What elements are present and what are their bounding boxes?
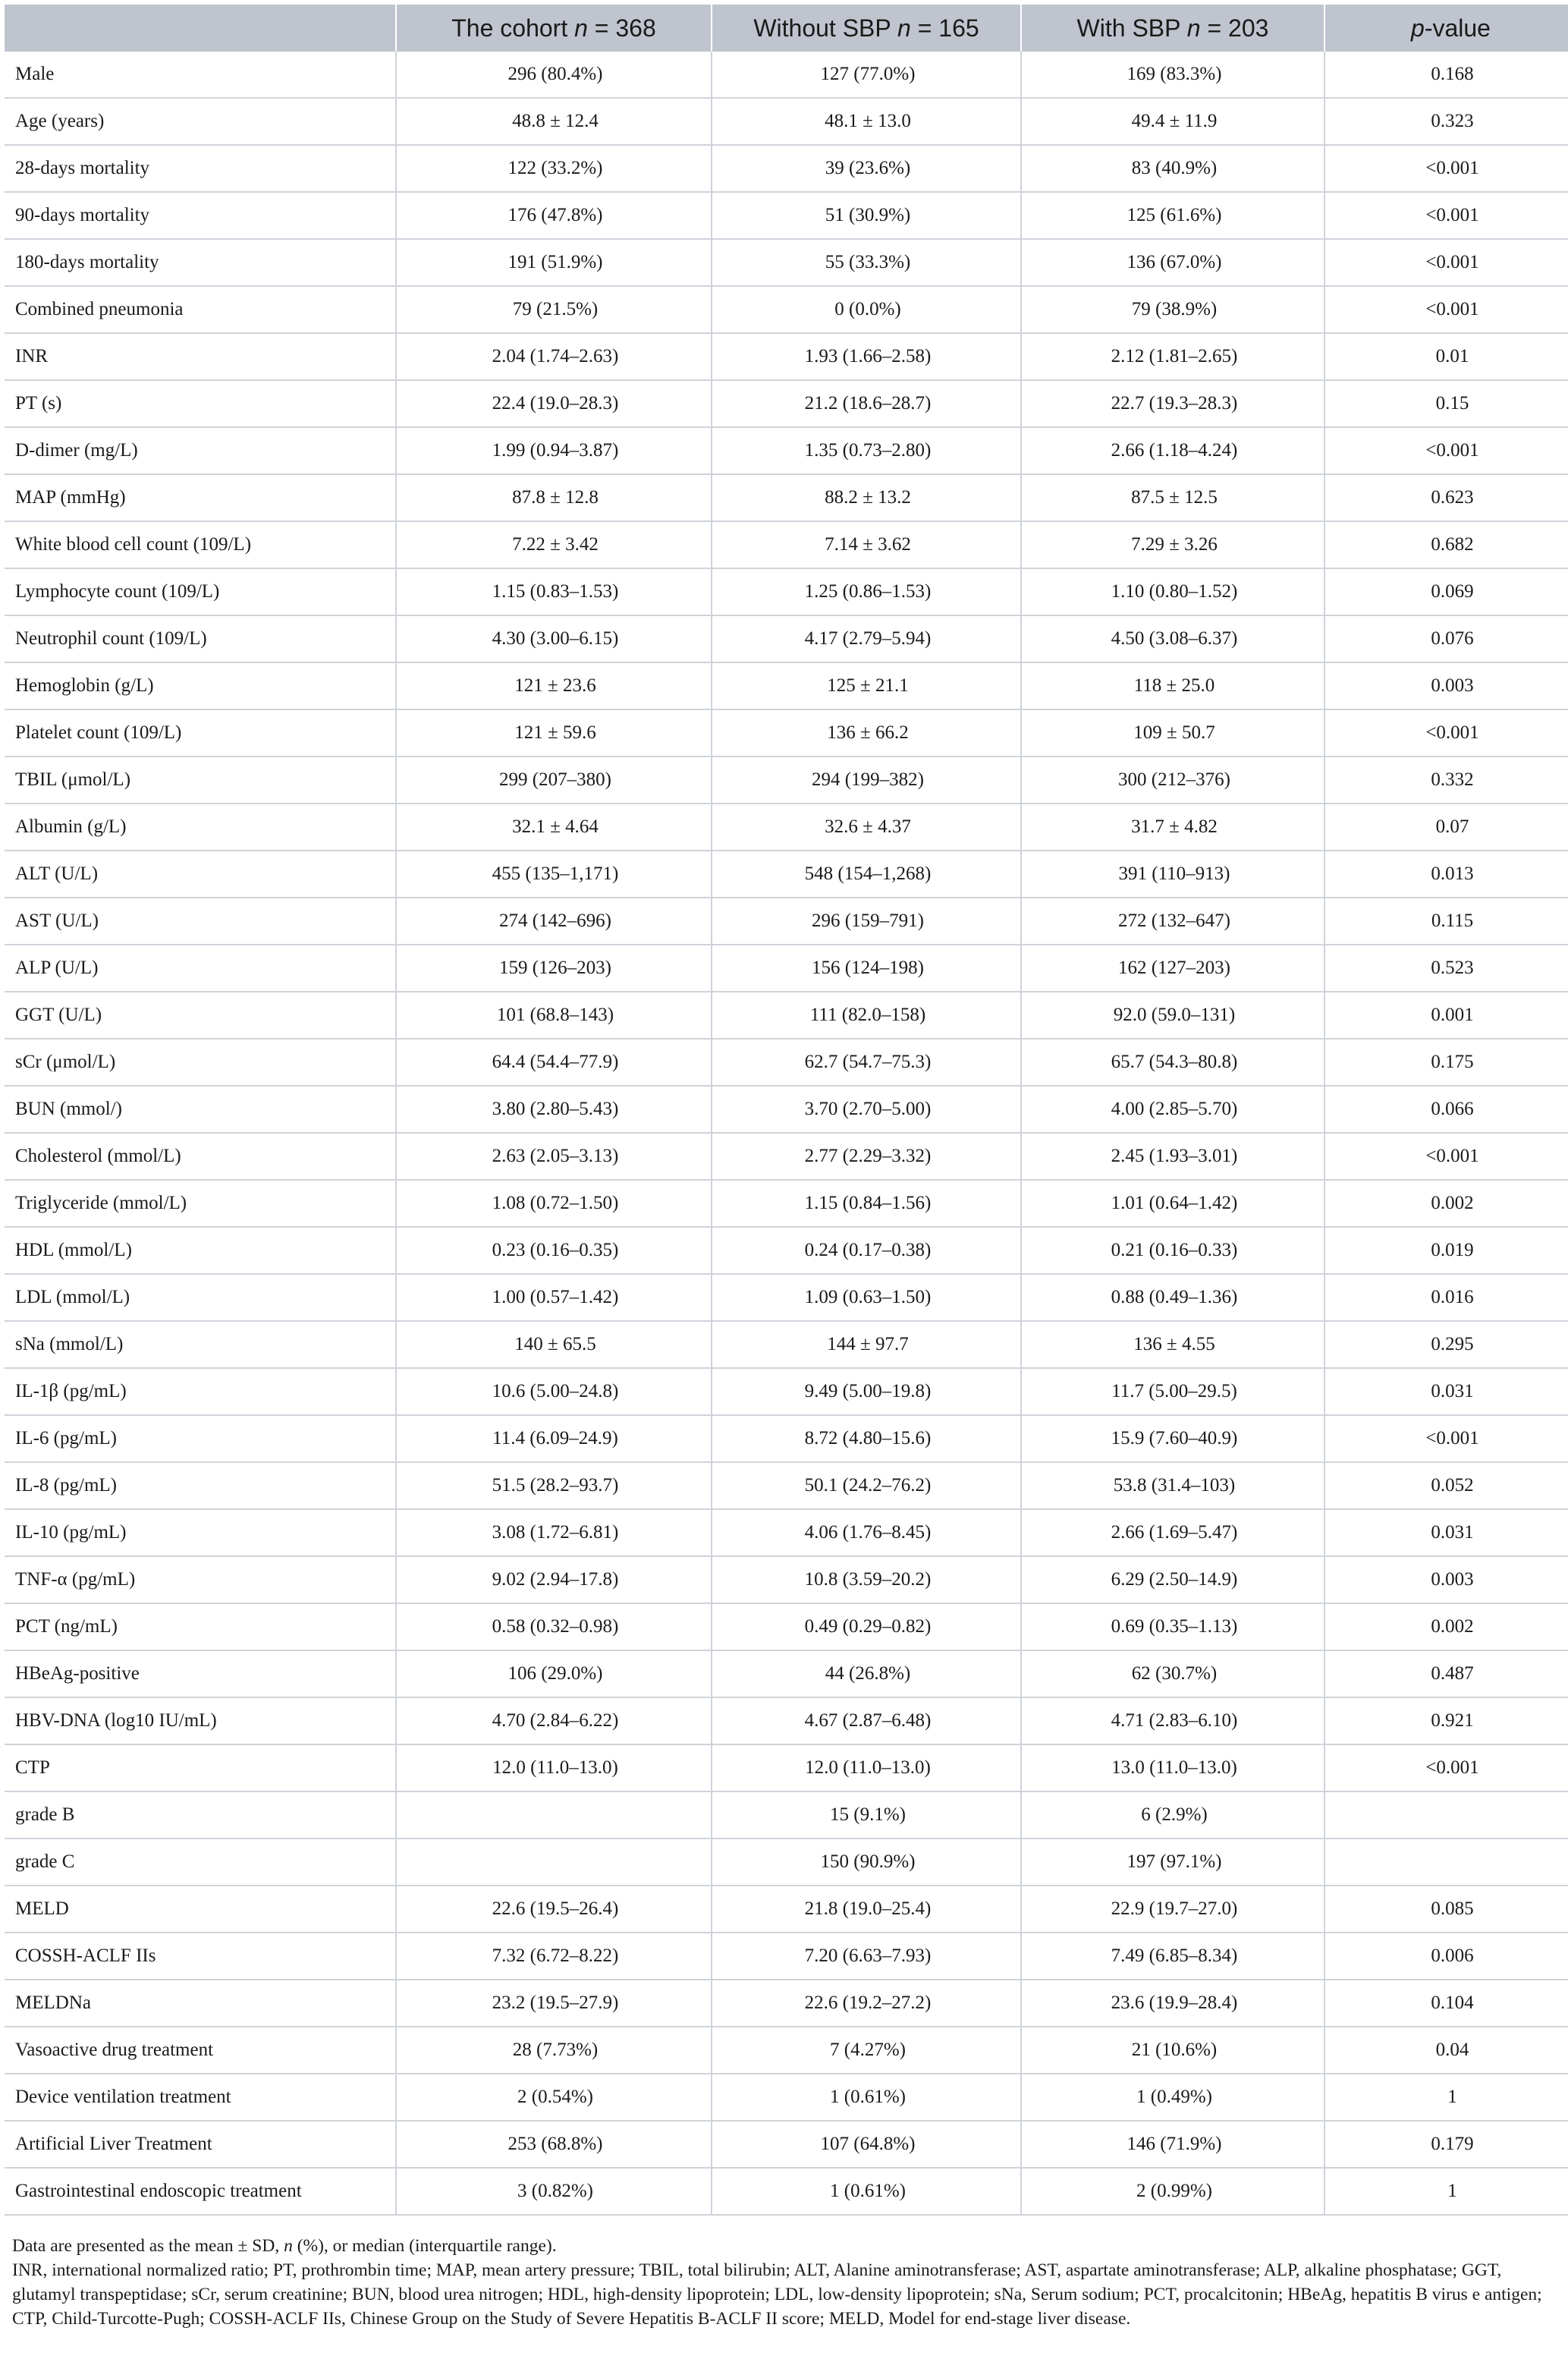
cell-without-sbp: 7.20 (6.63–7.93) bbox=[712, 1933, 1021, 1980]
cell-without-sbp: 548 (154–1,268) bbox=[712, 851, 1021, 898]
cell-cohort: 106 (29.0%) bbox=[396, 1650, 712, 1697]
cell-cohort: 140 ± 65.5 bbox=[396, 1321, 712, 1368]
table-row bbox=[5, 804, 1568, 851]
cell-with-sbp: 0.21 (0.16–0.33) bbox=[1021, 1227, 1324, 1274]
header-with-sbp: With SBP n = 203 bbox=[1021, 5, 1324, 52]
cell-cohort: 176 (47.8%) bbox=[396, 192, 712, 239]
table-body bbox=[5, 52, 1568, 2215]
table-row bbox=[5, 427, 1568, 474]
cell-with-sbp: 53.8 (31.4–103) bbox=[1021, 1462, 1324, 1509]
cell-p-value: 0.04 bbox=[1324, 2027, 1568, 2074]
cell-cohort: 23.2 (19.5–27.9) bbox=[396, 1980, 712, 2027]
cell-cohort: 122 (33.2%) bbox=[396, 145, 712, 192]
table-row bbox=[5, 52, 1568, 98]
cell-with-sbp: 49.4 ± 11.9 bbox=[1021, 98, 1324, 145]
cell-p-value: <0.001 bbox=[1324, 286, 1568, 333]
cell-with-sbp: 11.7 (5.00–29.5) bbox=[1021, 1368, 1324, 1415]
cell-cohort: 3 (0.82%) bbox=[396, 2168, 712, 2215]
cell-without-sbp: 294 (199–382) bbox=[712, 756, 1021, 804]
cell-with-sbp: 83 (40.9%) bbox=[1021, 145, 1324, 192]
row-label: Cholesterol (mmol/L) bbox=[5, 1133, 396, 1180]
cell-cohort: 7.32 (6.72–8.22) bbox=[396, 1933, 712, 1980]
row-label: PT (s) bbox=[5, 380, 396, 427]
cell-without-sbp: 32.6 ± 4.37 bbox=[712, 804, 1021, 851]
table-row bbox=[5, 1415, 1568, 1462]
cell-without-sbp: 296 (159–791) bbox=[712, 898, 1021, 945]
cell-p-value: 0.175 bbox=[1324, 1039, 1568, 1086]
cell-with-sbp: 2 (0.99%) bbox=[1021, 2168, 1324, 2215]
cell-p-value: 0.682 bbox=[1324, 521, 1568, 568]
cell-without-sbp: 62.7 (54.7–75.3) bbox=[712, 1039, 1021, 1086]
cell-cohort: 2 (0.54%) bbox=[396, 2074, 712, 2121]
cell-p-value: 0.001 bbox=[1324, 992, 1568, 1039]
row-label: Lymphocyte count (109/L) bbox=[5, 568, 396, 615]
cell-without-sbp: 107 (64.8%) bbox=[712, 2121, 1021, 2168]
row-label: BUN (mmol/) bbox=[5, 1086, 396, 1133]
cell-p-value: <0.001 bbox=[1324, 145, 1568, 192]
cell-p-value: 0.003 bbox=[1324, 1556, 1568, 1603]
header-without-sbp: Without SBP n = 165 bbox=[712, 5, 1021, 52]
cell-p-value: 0.031 bbox=[1324, 1368, 1568, 1415]
cell-p-value: 0.085 bbox=[1324, 1886, 1568, 1933]
cell-with-sbp: 4.00 (2.85–5.70) bbox=[1021, 1086, 1324, 1133]
cell-cohort: 296 (80.4%) bbox=[396, 52, 712, 98]
cell-without-sbp: 3.70 (2.70–5.00) bbox=[712, 1086, 1021, 1133]
cell-cohort: 51.5 (28.2–93.7) bbox=[396, 1462, 712, 1509]
cell-cohort: 28 (7.73%) bbox=[396, 2027, 712, 2074]
cell-cohort: 0.23 (0.16–0.35) bbox=[396, 1227, 712, 1274]
row-label: 180-days mortality bbox=[5, 239, 396, 286]
table-row bbox=[5, 568, 1568, 615]
cell-cohort: 9.02 (2.94–17.8) bbox=[396, 1556, 712, 1603]
cell-cohort: 32.1 ± 4.64 bbox=[396, 804, 712, 851]
cell-with-sbp: 2.66 (1.69–5.47) bbox=[1021, 1509, 1324, 1556]
cell-p-value: 0.019 bbox=[1324, 1227, 1568, 1274]
cell-cohort: 7.22 ± 3.42 bbox=[396, 521, 712, 568]
table-row bbox=[5, 1744, 1568, 1791]
cell-without-sbp: 1.15 (0.84–1.56) bbox=[712, 1180, 1021, 1227]
cell-with-sbp: 146 (71.9%) bbox=[1021, 2121, 1324, 2168]
cell-with-sbp: 87.5 ± 12.5 bbox=[1021, 474, 1324, 521]
row-label: Male bbox=[5, 52, 396, 98]
row-label: grade B bbox=[5, 1791, 396, 1838]
cell-with-sbp: 79 (38.9%) bbox=[1021, 286, 1324, 333]
cell-cohort: 3.08 (1.72–6.81) bbox=[396, 1509, 712, 1556]
cell-p-value: 0.104 bbox=[1324, 1980, 1568, 2027]
header-row bbox=[5, 5, 1568, 52]
table-row bbox=[5, 1980, 1568, 2027]
header-p-value: p-value bbox=[1324, 5, 1568, 52]
cell-cohort: 1.08 (0.72–1.50) bbox=[396, 1180, 712, 1227]
cell-cohort: 274 (142–696) bbox=[396, 898, 712, 945]
cell-with-sbp: 92.0 (59.0–131) bbox=[1021, 992, 1324, 1039]
table-row bbox=[5, 1180, 1568, 1227]
row-label: ALT (U/L) bbox=[5, 851, 396, 898]
row-label: IL-8 (pg/mL) bbox=[5, 1462, 396, 1509]
table-row bbox=[5, 662, 1568, 709]
cell-cohort: 11.4 (6.09–24.9) bbox=[396, 1415, 712, 1462]
cell-cohort: 3.80 (2.80–5.43) bbox=[396, 1086, 712, 1133]
table-row bbox=[5, 192, 1568, 239]
cell-cohort: 10.6 (5.00–24.8) bbox=[396, 1368, 712, 1415]
cell-cohort: 299 (207–380) bbox=[396, 756, 712, 804]
cell-p-value: 1 bbox=[1324, 2168, 1568, 2215]
table-row bbox=[5, 898, 1568, 945]
row-label: sCr (μmol/L) bbox=[5, 1039, 396, 1086]
table-row bbox=[5, 1462, 1568, 1509]
row-label: Neutrophil count (109/L) bbox=[5, 615, 396, 662]
cell-p-value: 0.002 bbox=[1324, 1603, 1568, 1650]
table-row bbox=[5, 1321, 1568, 1368]
cell-cohort: 22.4 (19.0–28.3) bbox=[396, 380, 712, 427]
row-label: Combined pneumonia bbox=[5, 286, 396, 333]
row-label: MELD bbox=[5, 1886, 396, 1933]
cell-without-sbp: 4.67 (2.87–6.48) bbox=[712, 1697, 1021, 1744]
cell-p-value bbox=[1324, 1838, 1568, 1886]
row-label: IL-10 (pg/mL) bbox=[5, 1509, 396, 1556]
cell-cohort: 1.00 (0.57–1.42) bbox=[396, 1274, 712, 1321]
table-row bbox=[5, 2168, 1568, 2215]
cell-with-sbp: 31.7 ± 4.82 bbox=[1021, 804, 1324, 851]
cell-with-sbp: 22.9 (19.7–27.0) bbox=[1021, 1886, 1324, 1933]
table-row bbox=[5, 1886, 1568, 1933]
row-label: TBIL (μmol/L) bbox=[5, 756, 396, 804]
cell-with-sbp: 2.66 (1.18–4.24) bbox=[1021, 427, 1324, 474]
row-label: IL-6 (pg/mL) bbox=[5, 1415, 396, 1462]
cell-cohort: 4.70 (2.84–6.22) bbox=[396, 1697, 712, 1744]
table-row bbox=[5, 992, 1568, 1039]
table-row bbox=[5, 1650, 1568, 1697]
cell-without-sbp: 150 (90.9%) bbox=[712, 1838, 1021, 1886]
cell-p-value: 1 bbox=[1324, 2074, 1568, 2121]
cell-with-sbp: 136 ± 4.55 bbox=[1021, 1321, 1324, 1368]
row-label: INR bbox=[5, 333, 396, 380]
cell-p-value: 0.623 bbox=[1324, 474, 1568, 521]
cell-cohort: 455 (135–1,171) bbox=[396, 851, 712, 898]
cell-without-sbp: 2.77 (2.29–3.32) bbox=[712, 1133, 1021, 1180]
row-label: grade C bbox=[5, 1838, 396, 1886]
cell-p-value: 0.115 bbox=[1324, 898, 1568, 945]
cell-with-sbp: 4.50 (3.08–6.37) bbox=[1021, 615, 1324, 662]
table-row bbox=[5, 709, 1568, 756]
table-row bbox=[5, 851, 1568, 898]
table-row bbox=[5, 521, 1568, 568]
row-label: COSSH-ACLF IIs bbox=[5, 1933, 396, 1980]
header-variable bbox=[5, 5, 396, 52]
cell-p-value: 0.006 bbox=[1324, 1933, 1568, 1980]
cell-p-value: <0.001 bbox=[1324, 1415, 1568, 1462]
cell-with-sbp: 0.88 (0.49–1.36) bbox=[1021, 1274, 1324, 1321]
cell-with-sbp: 197 (97.1%) bbox=[1021, 1838, 1324, 1886]
table-row bbox=[5, 1556, 1568, 1603]
cell-with-sbp: 4.71 (2.83–6.10) bbox=[1021, 1697, 1324, 1744]
cell-with-sbp: 1.01 (0.64–1.42) bbox=[1021, 1180, 1324, 1227]
cell-p-value: 0.07 bbox=[1324, 804, 1568, 851]
cell-without-sbp: 48.1 ± 13.0 bbox=[712, 98, 1021, 145]
cell-with-sbp: 136 (67.0%) bbox=[1021, 239, 1324, 286]
cell-without-sbp: 1.25 (0.86–1.53) bbox=[712, 568, 1021, 615]
cell-p-value: 0.921 bbox=[1324, 1697, 1568, 1744]
cell-with-sbp: 109 ± 50.7 bbox=[1021, 709, 1324, 756]
table-row bbox=[5, 333, 1568, 380]
cell-cohort: 2.63 (2.05–3.13) bbox=[396, 1133, 712, 1180]
row-label: Device ventilation treatment bbox=[5, 2074, 396, 2121]
cell-with-sbp: 125 (61.6%) bbox=[1021, 192, 1324, 239]
table-row bbox=[5, 1791, 1568, 1838]
cell-without-sbp: 156 (124–198) bbox=[712, 945, 1021, 992]
cell-p-value: 0.168 bbox=[1324, 52, 1568, 98]
cell-without-sbp: 15 (9.1%) bbox=[712, 1791, 1021, 1838]
row-label: Artificial Liver Treatment bbox=[5, 2121, 396, 2168]
cell-with-sbp: 169 (83.3%) bbox=[1021, 52, 1324, 98]
cell-with-sbp: 65.7 (54.3–80.8) bbox=[1021, 1039, 1324, 1086]
table-row bbox=[5, 239, 1568, 286]
cell-p-value: 0.013 bbox=[1324, 851, 1568, 898]
cell-with-sbp: 62 (30.7%) bbox=[1021, 1650, 1324, 1697]
row-label: GGT (U/L) bbox=[5, 992, 396, 1039]
cell-with-sbp: 15.9 (7.60–40.9) bbox=[1021, 1415, 1324, 1462]
cell-p-value: <0.001 bbox=[1324, 239, 1568, 286]
cell-p-value: 0.332 bbox=[1324, 756, 1568, 804]
cell-without-sbp: 1 (0.61%) bbox=[712, 2168, 1021, 2215]
cell-cohort: 253 (68.8%) bbox=[396, 2121, 712, 2168]
table-row bbox=[5, 145, 1568, 192]
table-row bbox=[5, 945, 1568, 992]
cell-cohort: 64.4 (54.4–77.9) bbox=[396, 1039, 712, 1086]
cell-without-sbp: 7.14 ± 3.62 bbox=[712, 521, 1021, 568]
cell-with-sbp: 272 (132–647) bbox=[1021, 898, 1324, 945]
cell-without-sbp: 55 (33.3%) bbox=[712, 239, 1021, 286]
cell-without-sbp: 111 (82.0–158) bbox=[712, 992, 1021, 1039]
header-cohort: The cohort n = 368 bbox=[396, 5, 712, 52]
table-row bbox=[5, 474, 1568, 521]
row-label: LDL (mmol/L) bbox=[5, 1274, 396, 1321]
row-label: Albumin (g/L) bbox=[5, 804, 396, 851]
table-row bbox=[5, 1133, 1568, 1180]
cell-without-sbp: 21.2 (18.6–28.7) bbox=[712, 380, 1021, 427]
cell-without-sbp: 0.49 (0.29–0.82) bbox=[712, 1603, 1021, 1650]
cell-p-value: <0.001 bbox=[1324, 709, 1568, 756]
cell-without-sbp: 1.09 (0.63–1.50) bbox=[712, 1274, 1021, 1321]
cell-without-sbp: 10.8 (3.59–20.2) bbox=[712, 1556, 1021, 1603]
cell-p-value: 0.031 bbox=[1324, 1509, 1568, 1556]
cell-with-sbp: 13.0 (11.0–13.0) bbox=[1021, 1744, 1324, 1791]
table-figure bbox=[5, 5, 1568, 2331]
footnote-abbreviations: INR, international normalized ratio; PT, prothrombin time; MAP, mean artery pressure; TBIL, total bilirubin; ALT, Alanine aminotransferase; AST, aspartate aminotransferase; ALP, alkaline phosphatase; GGT, glutamyl transpeptidase; sCr, serum creatinine; BUN, blood urea nitrogen; HDL, high-density lipoprotein; LDL, low-density lipoprotein; sNa, Serum sodium; PCT, procalcitonin; HBeAg, hepatitis B virus e antigen; CTP, Child-Turcotte-Pugh; COSSH-ACLF IIs, Chinese Group on the Study of Severe Hepatitis B-ACLF II score; MELD, Model for end-stage liver disease. bbox=[12, 2260, 1542, 2329]
cell-cohort: 87.8 ± 12.8 bbox=[396, 474, 712, 521]
row-label: Vasoactive drug treatment bbox=[5, 2027, 396, 2074]
row-label: MELDNa bbox=[5, 1980, 396, 2027]
row-label: sNa (mmol/L) bbox=[5, 1321, 396, 1368]
cell-cohort: 101 (68.8–143) bbox=[396, 992, 712, 1039]
cell-p-value: 0.076 bbox=[1324, 615, 1568, 662]
cell-without-sbp: 144 ± 97.7 bbox=[712, 1321, 1021, 1368]
cell-p-value: <0.001 bbox=[1324, 1744, 1568, 1791]
cell-without-sbp: 1.35 (0.73–2.80) bbox=[712, 427, 1021, 474]
cell-cohort: 0.58 (0.32–0.98) bbox=[396, 1603, 712, 1650]
cell-cohort: 191 (51.9%) bbox=[396, 239, 712, 286]
table-row bbox=[5, 2121, 1568, 2168]
cell-cohort: 121 ± 23.6 bbox=[396, 662, 712, 709]
cell-with-sbp: 1 (0.49%) bbox=[1021, 2074, 1324, 2121]
cell-without-sbp: 1 (0.61%) bbox=[712, 2074, 1021, 2121]
table-row bbox=[5, 2027, 1568, 2074]
cell-p-value: 0.523 bbox=[1324, 945, 1568, 992]
row-label: Age (years) bbox=[5, 98, 396, 145]
cell-cohort: 12.0 (11.0–13.0) bbox=[396, 1744, 712, 1791]
table-row bbox=[5, 756, 1568, 804]
cell-p-value: 0.487 bbox=[1324, 1650, 1568, 1697]
cell-without-sbp: 7 (4.27%) bbox=[712, 2027, 1021, 2074]
table-row bbox=[5, 98, 1568, 145]
row-label: AST (U/L) bbox=[5, 898, 396, 945]
cell-with-sbp: 2.45 (1.93–3.01) bbox=[1021, 1133, 1324, 1180]
table-row bbox=[5, 1509, 1568, 1556]
cell-without-sbp: 22.6 (19.2–27.2) bbox=[712, 1980, 1021, 2027]
cell-with-sbp: 21 (10.6%) bbox=[1021, 2027, 1324, 2074]
baseline-characteristics-table bbox=[5, 5, 1568, 2216]
cell-without-sbp: 4.06 (1.76–8.45) bbox=[712, 1509, 1021, 1556]
row-label: 28-days mortality bbox=[5, 145, 396, 192]
cell-without-sbp: 88.2 ± 13.2 bbox=[712, 474, 1021, 521]
cell-p-value: <0.001 bbox=[1324, 427, 1568, 474]
footnote-data-presentation: Data are presented as the mean ± SD, n (%), or median (interquartile range). bbox=[12, 2236, 557, 2256]
cell-p-value bbox=[1324, 1791, 1568, 1838]
table-row bbox=[5, 1603, 1568, 1650]
row-label: IL-1β (pg/mL) bbox=[5, 1368, 396, 1415]
cell-with-sbp: 162 (127–203) bbox=[1021, 945, 1324, 992]
table-footnotes bbox=[5, 2234, 1560, 2331]
cell-cohort bbox=[396, 1791, 712, 1838]
cell-without-sbp: 8.72 (4.80–15.6) bbox=[712, 1415, 1021, 1462]
table-row bbox=[5, 1039, 1568, 1086]
cell-p-value: 0.002 bbox=[1324, 1180, 1568, 1227]
row-label: Hemoglobin (g/L) bbox=[5, 662, 396, 709]
cell-without-sbp: 50.1 (24.2–76.2) bbox=[712, 1462, 1021, 1509]
cell-cohort bbox=[396, 1838, 712, 1886]
cell-p-value: 0.052 bbox=[1324, 1462, 1568, 1509]
cell-p-value: 0.179 bbox=[1324, 2121, 1568, 2168]
table-row bbox=[5, 1697, 1568, 1744]
cell-cohort: 159 (126–203) bbox=[396, 945, 712, 992]
table-row bbox=[5, 1838, 1568, 1886]
cell-with-sbp: 7.29 ± 3.26 bbox=[1021, 521, 1324, 568]
cell-p-value: 0.323 bbox=[1324, 98, 1568, 145]
row-label: PCT (ng/mL) bbox=[5, 1603, 396, 1650]
cell-without-sbp: 4.17 (2.79–5.94) bbox=[712, 615, 1021, 662]
row-label: MAP (mmHg) bbox=[5, 474, 396, 521]
cell-p-value: 0.069 bbox=[1324, 568, 1568, 615]
table-row bbox=[5, 1274, 1568, 1321]
row-label: HBV-DNA (log10 IU/mL) bbox=[5, 1697, 396, 1744]
cell-p-value: <0.001 bbox=[1324, 1133, 1568, 1180]
cell-without-sbp: 125 ± 21.1 bbox=[712, 662, 1021, 709]
cell-with-sbp: 7.49 (6.85–8.34) bbox=[1021, 1933, 1324, 1980]
cell-cohort: 121 ± 59.6 bbox=[396, 709, 712, 756]
row-label: White blood cell count (109/L) bbox=[5, 521, 396, 568]
row-label: D-dimer (mg/L) bbox=[5, 427, 396, 474]
cell-with-sbp: 22.7 (19.3–28.3) bbox=[1021, 380, 1324, 427]
cell-without-sbp: 0.24 (0.17–0.38) bbox=[712, 1227, 1021, 1274]
cell-cohort: 22.6 (19.5–26.4) bbox=[396, 1886, 712, 1933]
cell-with-sbp: 1.10 (0.80–1.52) bbox=[1021, 568, 1324, 615]
cell-without-sbp: 51 (30.9%) bbox=[712, 192, 1021, 239]
cell-without-sbp: 0 (0.0%) bbox=[712, 286, 1021, 333]
row-label: TNF-α (pg/mL) bbox=[5, 1556, 396, 1603]
cell-with-sbp: 23.6 (19.9–28.4) bbox=[1021, 1980, 1324, 2027]
table-row bbox=[5, 2074, 1568, 2121]
cell-cohort: 1.99 (0.94–3.87) bbox=[396, 427, 712, 474]
cell-without-sbp: 12.0 (11.0–13.0) bbox=[712, 1744, 1021, 1791]
table-row bbox=[5, 1227, 1568, 1274]
cell-without-sbp: 44 (26.8%) bbox=[712, 1650, 1021, 1697]
cell-with-sbp: 2.12 (1.81–2.65) bbox=[1021, 333, 1324, 380]
cell-p-value: 0.15 bbox=[1324, 380, 1568, 427]
cell-without-sbp: 39 (23.6%) bbox=[712, 145, 1021, 192]
cell-with-sbp: 391 (110–913) bbox=[1021, 851, 1324, 898]
cell-p-value: 0.066 bbox=[1324, 1086, 1568, 1133]
cell-without-sbp: 1.93 (1.66–2.58) bbox=[712, 333, 1021, 380]
row-label: Triglyceride (mmol/L) bbox=[5, 1180, 396, 1227]
row-label: HDL (mmol/L) bbox=[5, 1227, 396, 1274]
cell-without-sbp: 9.49 (5.00–19.8) bbox=[712, 1368, 1021, 1415]
cell-with-sbp: 118 ± 25.0 bbox=[1021, 662, 1324, 709]
cell-p-value: 0.01 bbox=[1324, 333, 1568, 380]
table-row bbox=[5, 286, 1568, 333]
cell-without-sbp: 21.8 (19.0–25.4) bbox=[712, 1886, 1021, 1933]
cell-cohort: 1.15 (0.83–1.53) bbox=[396, 568, 712, 615]
cell-without-sbp: 136 ± 66.2 bbox=[712, 709, 1021, 756]
cell-p-value: <0.001 bbox=[1324, 192, 1568, 239]
cell-cohort: 79 (21.5%) bbox=[396, 286, 712, 333]
table-row bbox=[5, 1933, 1568, 1980]
cell-with-sbp: 300 (212–376) bbox=[1021, 756, 1324, 804]
cell-cohort: 2.04 (1.74–2.63) bbox=[396, 333, 712, 380]
table-row bbox=[5, 1086, 1568, 1133]
table-row bbox=[5, 380, 1568, 427]
cell-with-sbp: 0.69 (0.35–1.13) bbox=[1021, 1603, 1324, 1650]
row-label: CTP bbox=[5, 1744, 396, 1791]
row-label: ALP (U/L) bbox=[5, 945, 396, 992]
cell-p-value: 0.295 bbox=[1324, 1321, 1568, 1368]
table-row bbox=[5, 1368, 1568, 1415]
cell-p-value: 0.003 bbox=[1324, 662, 1568, 709]
row-label: Platelet count (109/L) bbox=[5, 709, 396, 756]
row-label: 90-days mortality bbox=[5, 192, 396, 239]
cell-without-sbp: 127 (77.0%) bbox=[712, 52, 1021, 98]
cell-p-value: 0.016 bbox=[1324, 1274, 1568, 1321]
cell-cohort: 4.30 (3.00–6.15) bbox=[396, 615, 712, 662]
cell-with-sbp: 6.29 (2.50–14.9) bbox=[1021, 1556, 1324, 1603]
cell-with-sbp: 6 (2.9%) bbox=[1021, 1791, 1324, 1838]
table-row bbox=[5, 615, 1568, 662]
row-label: HBeAg-positive bbox=[5, 1650, 396, 1697]
cell-cohort: 48.8 ± 12.4 bbox=[396, 98, 712, 145]
row-label: Gastrointestinal endoscopic treatment bbox=[5, 2168, 396, 2215]
